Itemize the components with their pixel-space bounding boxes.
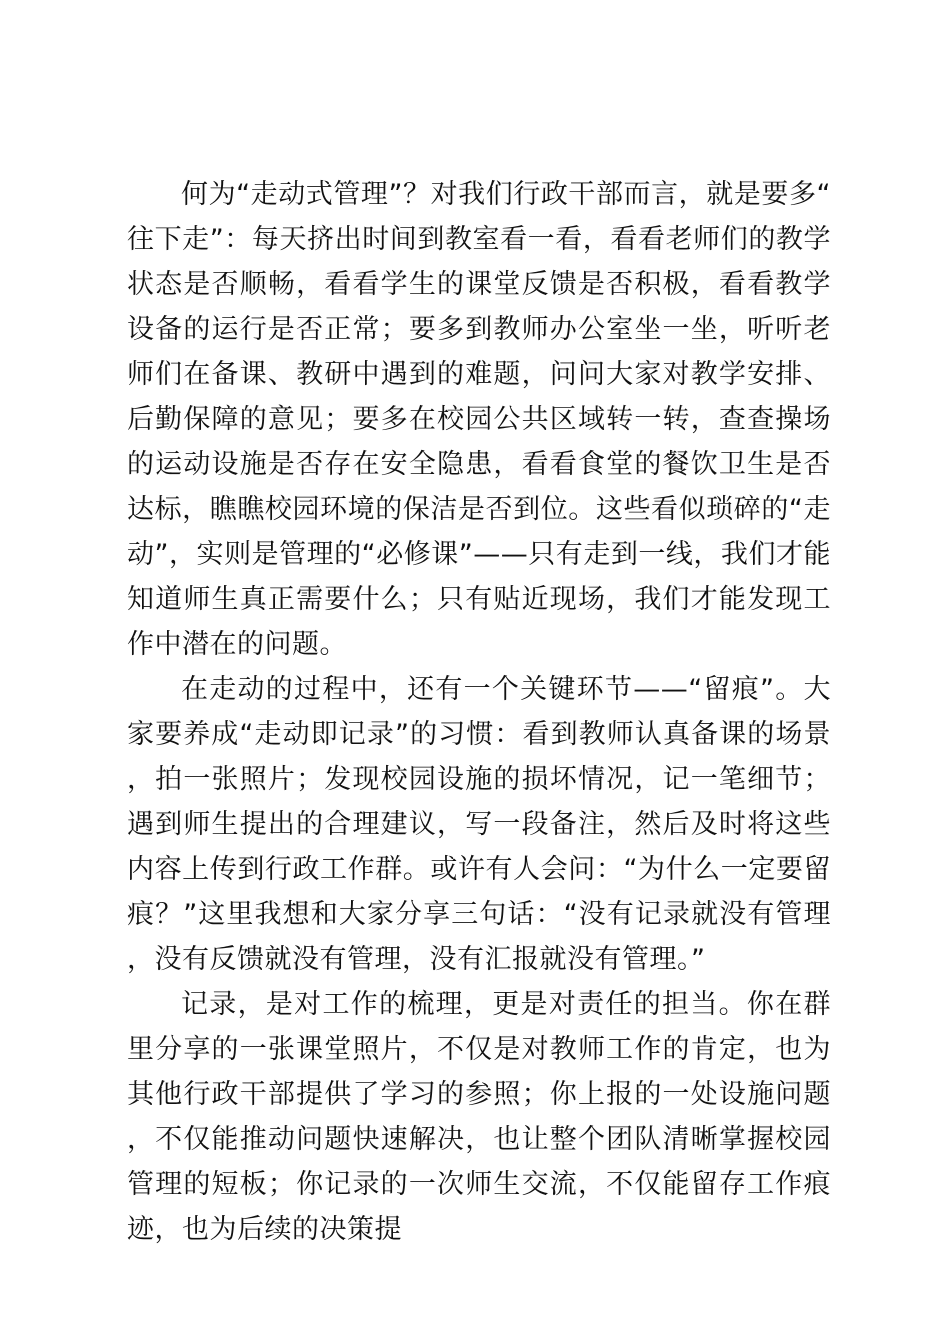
paragraph-walking-management: 何为“走动式管理”？对我们行政干部而言，就是要多“往下走”：每天挤出时间到教室看一看，看看老师们的教学状态是否顺畅，看看学生的课堂反馈是否积极，看看教学设备的运行是否正常；要多到教师办公室坐一坐，听听老师们在备课、教研中遇到的难题，问问大家对教学安排、后勤保障的意见；要多在校园公共区域转一转，查查操场的运动设施是否存在安全隐患，看看食堂的餐饮卫生是否达标，瞧瞧校园环境的保洁是否到位。这些看似琐碎的“走动”，实则是管理的“必修课”——只有走到一线，我们才能知道师生真正需要什么；只有贴近现场，我们才能发现工作中潜在的问题。: [127, 179, 831, 660]
paragraph-recording-responsibility: 记录，是对工作的梳理，更是对责任的担当。你在群里分享的一张课堂照片，不仅是对教师工作的肯定，也为其他行政干部提供了学习的参照；你上报的一处设施问题，不仅能推动问题快速解决，也让整个团队清晰掌握校园管理的短板；你记录的一次师生交流，不仅能留存工作痕迹，也为后续的决策提: [127, 989, 831, 1245]
document-body: [127, 172, 831, 1252]
paragraph-leaving-traces: 在走动的过程中，还有一个关键环节——“留痕”。大家要养成“走动即记录”的习惯：看到教师认真备课的场景，拍一张照片；发现校园设施的损坏情况，记一笔细节；遇到师生提出的合理建议，写一段备注，然后及时将这些内容上传到行政工作群。或许有人会问：“为什么一定要留痕？”这里我想和大家分享三句话：“没有记录就没有管理，没有反馈就没有管理，没有汇报就没有管理。”: [127, 674, 831, 975]
